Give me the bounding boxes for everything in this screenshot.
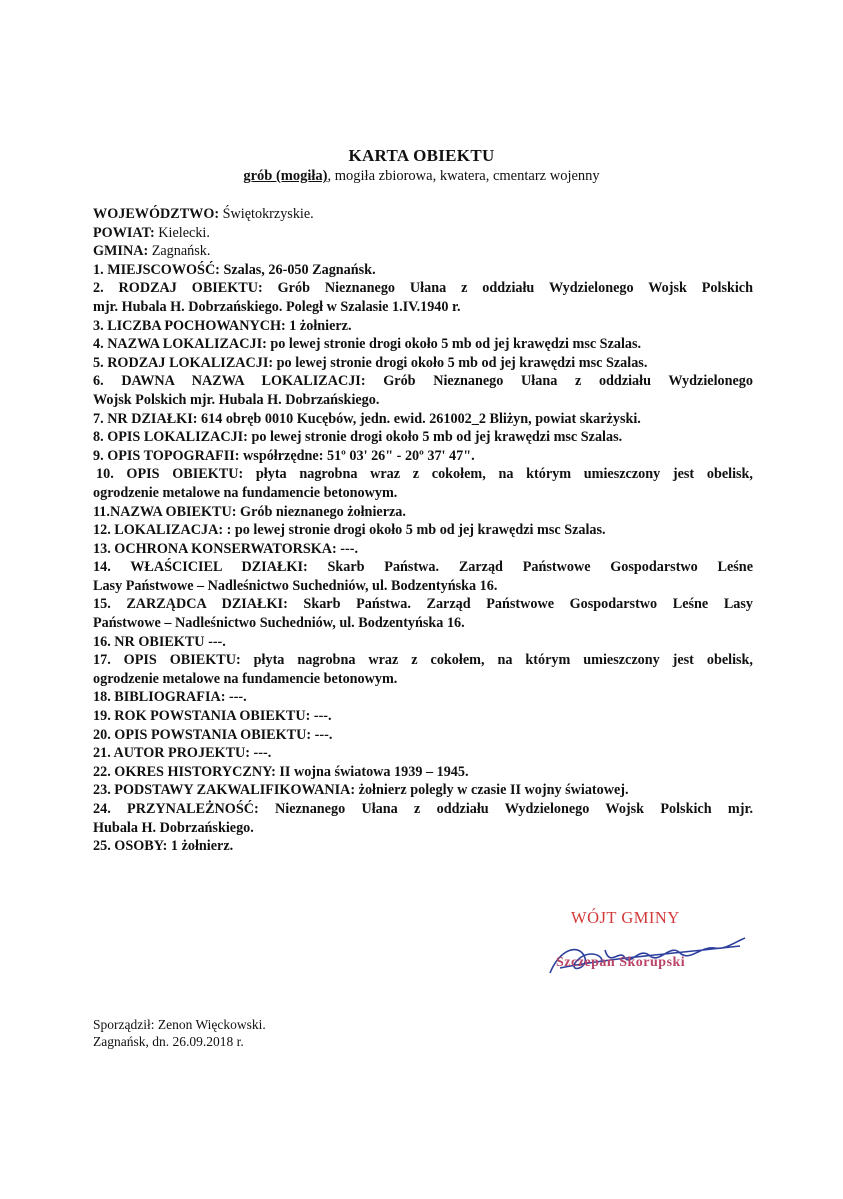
field-value: Nieznanego Ułana z oddziału Wydzielonego Wojsk Polskich mjr. <box>258 801 753 817</box>
field-label: 7. NR DZIAŁKI: <box>93 410 198 427</box>
field-label: 6. DAWNA NAZWA LOKALIZACJI: <box>93 373 366 390</box>
field-line <box>93 391 753 410</box>
field-line <box>93 447 753 466</box>
field-line <box>93 819 753 838</box>
field-value: 1 żołnierz. <box>285 317 352 334</box>
field-line <box>93 558 753 577</box>
field-label: 15. ZARZĄDCA DZIAŁKI: <box>93 596 288 613</box>
field-label: 10. OPIS OBIEKTU: <box>96 466 244 483</box>
field-line <box>93 781 753 800</box>
field-line <box>93 224 753 243</box>
field-value: Hubala H. Dobrzańskiego. <box>93 819 254 836</box>
field-value: 614 obręb 0010 Kucębów, jedn. ewid. 261002_2 Bliżyn, powiat skarżyski. <box>197 410 641 427</box>
field-line <box>93 540 753 559</box>
field-value: Państwowe – Nadleśnictwo Suchedniów, ul. Bodzentyńska 16. <box>93 615 465 632</box>
field-value: płyta nagrobna wraz z cokołem, na którym umieszczony jest obelisk, <box>243 466 753 483</box>
field-line <box>93 410 753 429</box>
field-value: mjr. Hubala H. Dobrzańskiego. Poległ w Szalasie 1.IV.1940 r. <box>93 298 461 315</box>
field-label: 13. OCHRONA KONSERWATORSKA: <box>93 540 337 557</box>
field-line <box>93 279 753 298</box>
field-line <box>93 744 753 763</box>
field-line <box>93 670 753 689</box>
field-label: 1. MIEJSCOWOŚĆ: <box>93 261 220 278</box>
field-line <box>93 465 753 484</box>
field-label: 17. OPIS OBIEKTU: <box>93 652 241 669</box>
field-line <box>93 242 753 261</box>
field-label: 12. LOKALIZACJA: <box>93 522 224 539</box>
field-value: ogrodzenie metalowe na fundamencie betonowym. <box>93 670 398 687</box>
field-label: 5. RODZAJ LOKALIZACJI: <box>93 354 274 371</box>
field-value: Skarb Państwa. Zarząd Państwowe Gospodarstwo Leśne Lasy <box>287 596 754 613</box>
field-value: Zagnańsk. <box>148 243 211 260</box>
field-label: 4. NAZWA LOKALIZACJI: <box>93 336 267 353</box>
field-line <box>93 651 753 670</box>
field-value: współrzędne: 51º 03' 26" - 20º 37' 47". <box>239 447 475 464</box>
field-label: 9. OPIS TOPOGRAFII: <box>93 447 240 464</box>
field-value: ---. <box>336 540 359 557</box>
field-line <box>93 428 753 447</box>
field-value: Grób Nieznanego Ułana z oddziału Wydzielonego <box>365 373 753 390</box>
field-line <box>93 503 753 522</box>
field-value: Wojsk Polskich mjr. Hubala H. Dobrzańskiego. <box>93 391 380 408</box>
field-line <box>93 837 753 856</box>
field-line <box>93 335 753 354</box>
field-value: ---. <box>311 726 333 743</box>
field-line <box>93 633 753 652</box>
field-value: płyta nagrobna wraz z cokołem, na którym umieszczony jest obelisk, <box>240 652 753 669</box>
field-line <box>93 800 753 819</box>
field-label: POWIAT: <box>93 224 155 241</box>
field-label: 8. OPIS LOKALIZACJI: <box>93 429 248 446</box>
field-line <box>93 577 753 596</box>
field-line <box>93 317 753 336</box>
field-value: Skarb Państwa. Zarząd Państwowe Gospodarstwo Leśne <box>307 559 753 576</box>
field-value: po lewej stronie drogi około 5 mb od jej krawędzi msc Szalas. <box>273 354 648 371</box>
field-value: ogrodzenie metalowe na fundamencie betonowym. <box>93 484 398 501</box>
field-label: GMINA: <box>93 243 149 260</box>
field-value: Grób Nieznanego Ułana z oddziału Wydzielonego Wojsk Polskich <box>262 280 753 297</box>
field-value: : po lewej stronie drogi około 5 mb od jej krawędzi msc Szalas. <box>223 522 606 539</box>
field-label: 19. ROK POWSTANIA OBIEKTU: <box>93 708 311 725</box>
field-value: Świętokrzyskie. <box>219 206 314 222</box>
document-subtitle <box>0 168 843 185</box>
field-line <box>93 484 753 503</box>
stamp-title: WÓJT GMINY <box>571 908 680 927</box>
field-value: ---. <box>204 633 226 650</box>
field-label: 20. OPIS POWSTANIA OBIEKTU: <box>93 726 312 743</box>
field-value: żołnierz polegly w czasie II wojny światowej. <box>355 782 629 799</box>
field-value: ---. <box>310 708 332 725</box>
field-label: 24. PRZYNALEŻNOŚĆ: <box>93 801 259 817</box>
field-line <box>93 688 753 707</box>
field-label: 11.NAZWA OBIEKTU: <box>93 503 237 520</box>
field-label: 25. OSOBY <box>93 838 163 855</box>
field-line <box>93 298 753 317</box>
place-date: Zagnańsk, dn. 26.09.2018 r. <box>93 1034 244 1049</box>
field-label: 18. BIBLIOGRAFIA: <box>93 689 226 706</box>
field-value: Szalas, 26-050 Zagnańsk. <box>219 261 376 278</box>
document-body <box>93 205 753 856</box>
field-value: po lewej stronie drogi około 5 mb od jej krawędzi msc Szalas. <box>247 429 623 446</box>
field-value: Grób nieznanego żołnierza. <box>236 503 406 520</box>
field-line <box>93 763 753 782</box>
subtitle-other-types: , mogiła zbiorowa, kwatera, cmentarz wojenny <box>327 168 600 184</box>
field-line <box>93 595 753 614</box>
field-label: 23. PODSTAWY ZAKWALIFIKOWANIA: <box>93 782 356 799</box>
field-label: WOJEWÓDZTWO: <box>93 206 220 222</box>
field-line <box>93 614 753 633</box>
field-line <box>93 205 753 224</box>
field-value: po lewej stronie drogi około 5 mb od jej krawędzi msc Szalas. <box>266 336 642 353</box>
field-line <box>93 372 753 391</box>
field-label: 21. AUTOR PROJEKTU: <box>93 745 250 762</box>
field-value: Kielecki. <box>154 224 210 241</box>
field-line <box>93 354 753 373</box>
field-label: 14. WŁAŚCICIEL DZIAŁKI: <box>93 559 308 576</box>
field-line <box>93 707 753 726</box>
stamp-signer-name: Szczepan Skorupski <box>556 955 686 970</box>
field-value: ---. <box>250 745 272 762</box>
field-label: 3. LICZBA POCHOWANYCH: <box>93 317 286 334</box>
footer <box>93 1016 266 1050</box>
field-line <box>93 726 753 745</box>
field-line <box>93 521 753 540</box>
field-label: 22. OKRES HISTORYCZNY: <box>93 763 276 780</box>
field-value: II wojna światowa 1939 – 1945. <box>275 763 469 780</box>
document-title: KARTA OBIEKTU <box>348 146 495 165</box>
field-value: Lasy Państwowe – Nadleśnictwo Suchedniów, ul. Bodzentyńska 16. <box>93 577 498 594</box>
field-line <box>93 261 753 280</box>
field-value: : 1 żołnierz. <box>162 838 234 855</box>
prepared-by: Sporządził: Zenon Więckowski. <box>93 1017 266 1032</box>
field-value: ---. <box>225 689 247 706</box>
subtitle-selected-type: grób (mogiła) <box>243 168 328 184</box>
field-label: 2. RODZAJ OBIEKTU: <box>93 280 263 297</box>
field-label: 16. NR OBIEKTU <box>93 633 205 650</box>
